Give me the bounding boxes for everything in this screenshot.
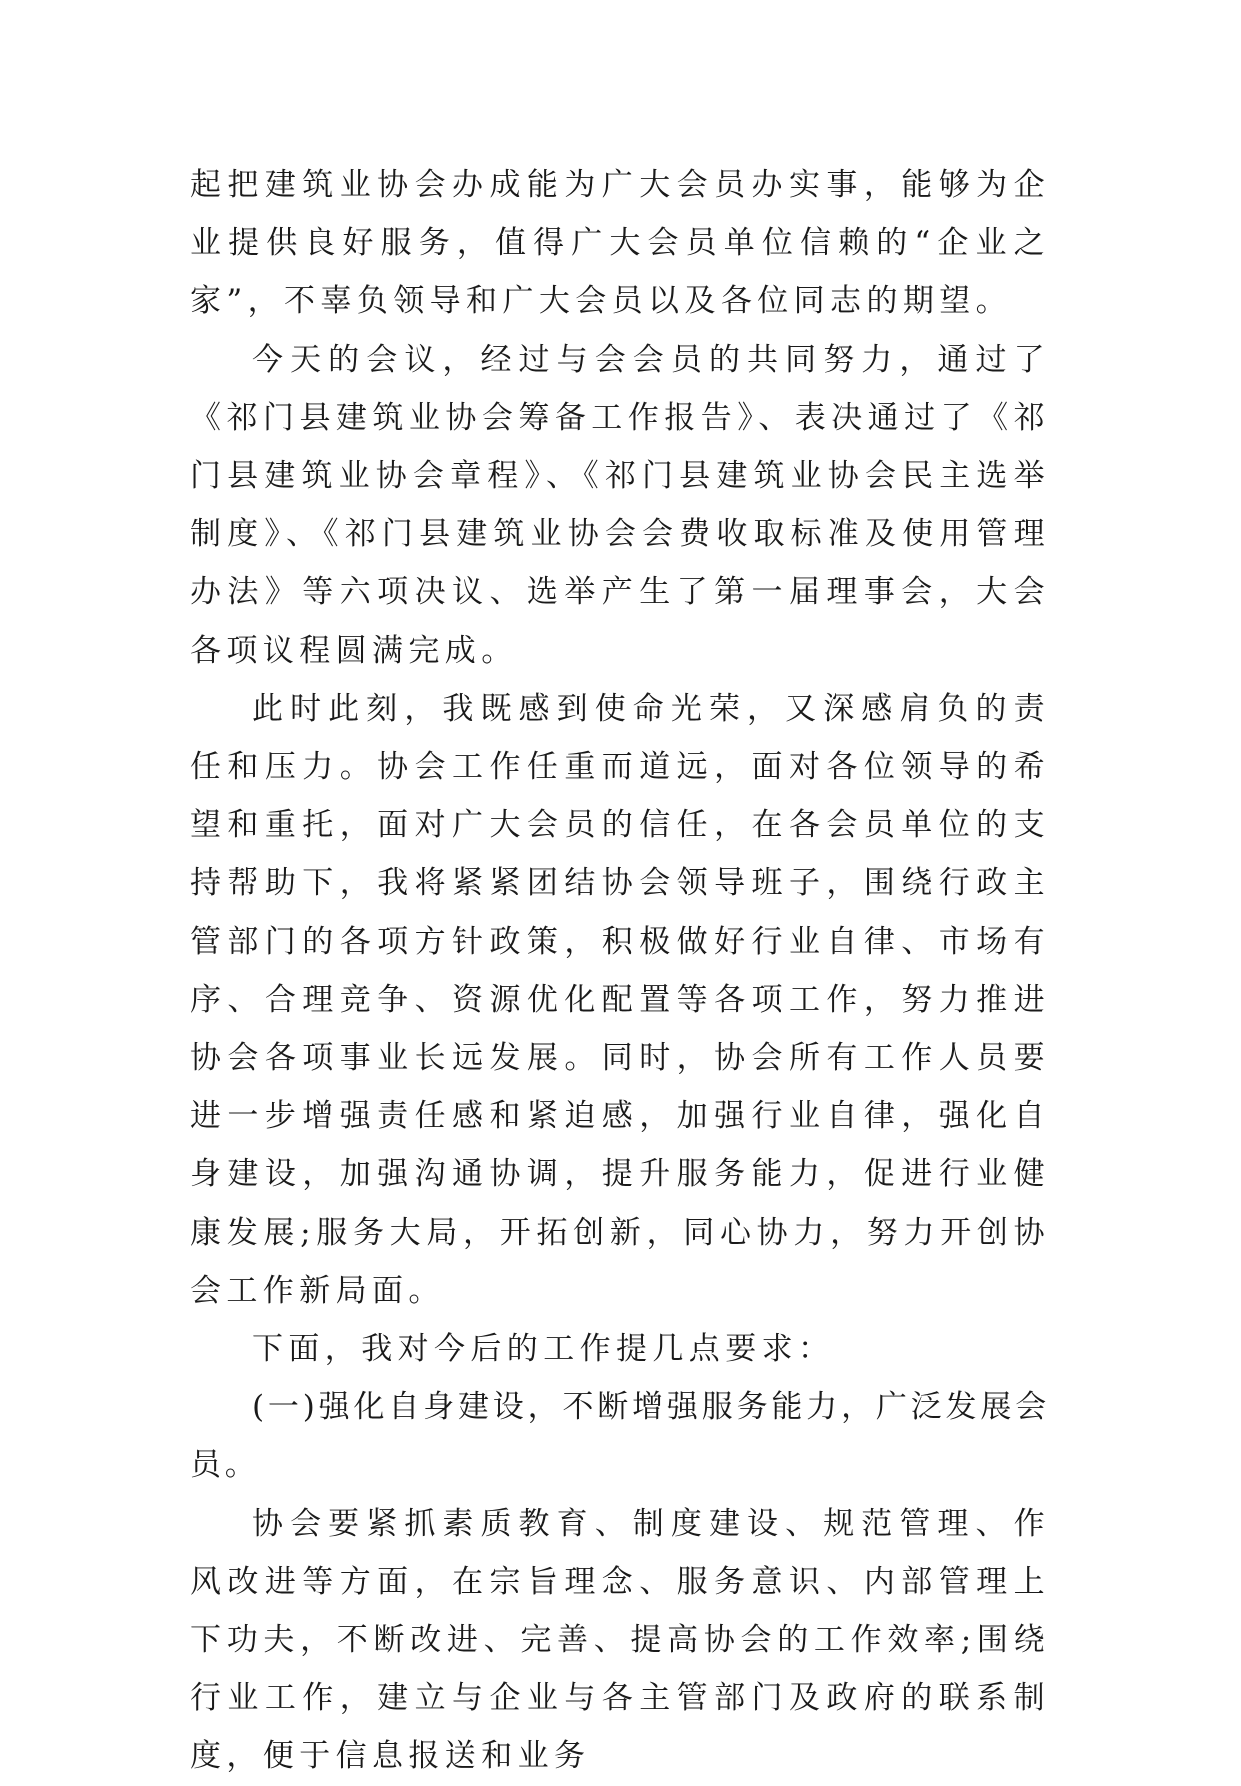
paragraph-requirements-intro: 下面，我对今后的工作提几点要求： — [252, 1331, 835, 1368]
paragraph-continuation: 起把建筑业协会办成能为广大会员办实事，能够为企业提供良好服务，值得广大会员单位信赖的“企业之家”，不辜负领导和广大会员以及各位同志的期望。 — [190, 167, 1050, 320]
paragraph-self-construction: 协会要紧抓素质教育、制度建设、规范管理、作风改进等方面，在宗旨理念、服务意识、内部管理上下功夫，不断改进、完善、提高协会的工作效率;围绕行业工作，建立与企业与各主管部门及政府的联系制度，便于信息报送和业务 — [190, 1505, 1050, 1775]
paragraph-meeting-results: 今天的会议，经过与会会员的共同努力，通过了《祁门县建筑业协会筹备工作报告》、表决通过了《祁门县建筑业协会章程》、《祁门县建筑业协会民主选举制度》、《祁门县建筑业协会会费收取标准及使用管理办法》等六项决议、选举产生了第一届理事会，大会各项议程圆满完成。 — [190, 341, 1050, 669]
paragraph-responsibility: 此时此刻，我既感到使命光荣，又深感肩负的责任和压力。协会工作任重而道远，面对各位领导的希望和重托，面对广大会员的信任，在各会员单位的支持帮助下，我将紧紧团结协会领导班子，围绕行政主管部门的各项方针政策，积极做好行业自律、市场有序、合理竞争、资源优化配置等各项工作，努力推进协会各项事业长远发展。同时，协会所有工作人员要进一步增强责任感和紧迫感，加强行业自律，强化自身建设，加强沟通协调，提升服务能力，促进行业健康发展;服务大局，开拓创新，同心协力，努力开创协会工作新局面。 — [190, 690, 1050, 1309]
document-body — [190, 156, 1050, 1786]
section-heading-1: (一)强化自身建设，不断增强服务能力，广泛发展会员。 — [190, 1389, 1050, 1484]
